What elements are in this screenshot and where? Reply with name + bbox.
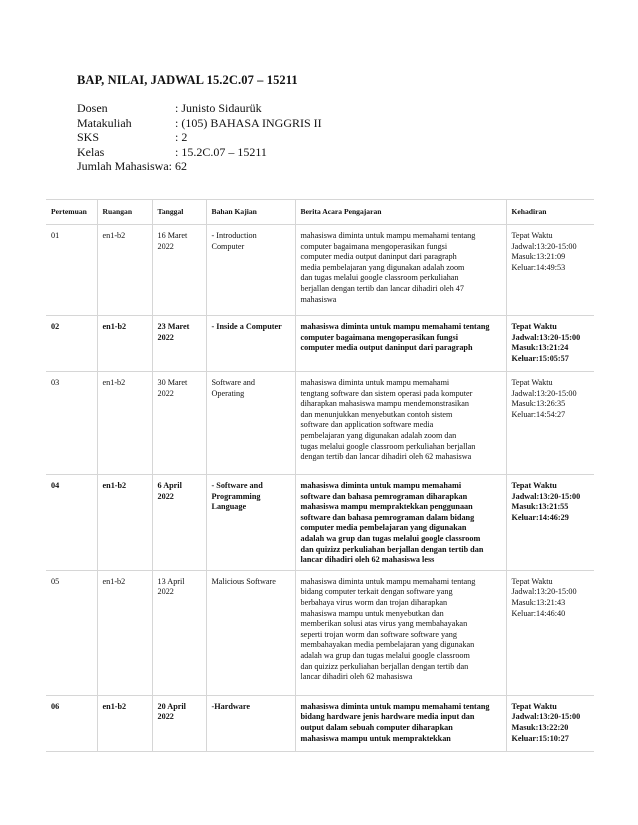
cell-line: berjallan dengan tertib dan lancar dihadiri oleh 47: [300, 283, 464, 293]
cell-line: 20 April: [157, 701, 186, 711]
header-pertemuan: Pertemuan: [46, 200, 97, 225]
cell-line: Jadwal:13:20-15:00: [511, 388, 577, 398]
header-ruangan: Ruangan: [97, 200, 152, 225]
berita-acara-cell: [295, 225, 506, 316]
cell-line: Keluar:15:10:27: [511, 733, 569, 743]
cell-line: Jadwal:13:20-15:00: [511, 491, 581, 501]
info-value: : 62: [168, 159, 187, 173]
info-label: SKS: [77, 130, 100, 144]
cell-line: dan quizizz perkuliahan berjallan dengan tertib dan: [300, 661, 469, 671]
cell-line: - Inside a Computer: [211, 322, 282, 331]
cell-line: Tepat Waktu: [511, 576, 553, 586]
berita-acara-cell: [295, 372, 506, 475]
cell-line: adalah wa grup dan tugas melalui google classroom: [300, 533, 481, 543]
cell-line: Masuk:13:22:20: [511, 722, 569, 732]
cell-line: lancar dihadiri oleh 62 mahasiswa less: [300, 555, 435, 565]
cell-line: Software and: [211, 378, 255, 387]
cell-line: mahasiswa mampu untuk mempraktekkan: [300, 733, 451, 743]
cell-line: diharapkan mahasiswa mampu mendemonstrasikan: [300, 399, 469, 409]
ruangan-cell: en1-b2: [97, 475, 152, 571]
cell-line: Language: [211, 502, 247, 512]
cell-line: Tepat Waktu: [511, 481, 557, 490]
cell-line: pembelajaran yang digunakan adalah zoom dan: [300, 430, 457, 440]
cell-line: dengan tertib dan lancar dihadiri oleh 62 mahasiswa: [300, 452, 472, 462]
info-value: : Junisto Sidaurük: [175, 101, 262, 115]
cell-line: tengtang software dan sistem operasi pada komputer: [300, 388, 473, 398]
cell-line: - Introduction: [211, 231, 257, 240]
info-label: Kelas: [77, 144, 105, 159]
cell-line: mahasiswa diminta untuk mampu memahami: [300, 481, 462, 490]
cell-line: 23 Maret: [157, 322, 190, 331]
cell-line: Keluar:14:46:29: [511, 512, 569, 522]
cell-line: dan menunjukkan menyebutkan contoh sistem: [300, 409, 453, 419]
cell-line: Masuk:13:21:24: [511, 343, 569, 353]
table-row: [46, 316, 594, 372]
cell-line: bidang hardware jenis hardware media input dan: [300, 712, 475, 722]
cell-line: adalah wa grup dan tugas melalui google classroom: [300, 650, 470, 660]
cell-line: 2022: [157, 332, 174, 342]
cell-line: media pembelajaran yang digunakan adalah zoom: [300, 262, 465, 272]
cell-line: 13 April: [157, 576, 185, 586]
cell-line: Jadwal:13:20-15:00: [511, 587, 577, 597]
kehadiran-cell: [506, 570, 594, 695]
cell-line: 16 Maret: [157, 231, 188, 240]
cell-line: software dan application software media: [300, 420, 434, 430]
info-label: Jumlah Mahasiswa: [77, 159, 169, 173]
ruangan-cell: en1-b2: [97, 570, 152, 695]
cell-line: membahayakan media pembelajaran yang digunakan: [300, 640, 475, 650]
info-label: Dosen: [77, 101, 108, 115]
cell-line: mahasiswa diminta untuk mampu memahami tentang: [300, 231, 476, 240]
pertemuan-cell: 03: [46, 372, 97, 475]
info-value: : 15.2C.07 – 15211: [175, 144, 267, 159]
pertemuan-cell: 04: [46, 475, 97, 571]
cell-line: Keluar:14:46:40: [511, 608, 566, 618]
info-kelas: [77, 145, 322, 160]
table-row: [46, 570, 594, 695]
kehadiran-cell: [506, 225, 594, 316]
cell-line: Tepat Waktu: [511, 322, 557, 331]
cell-line: Keluar:14:54:27: [511, 409, 566, 419]
info-value: : (105) BAHASA INGGRIS II: [175, 115, 322, 130]
bahan-kajian-cell: [206, 475, 295, 571]
cell-line: computer media pembelajaran yang digunakan: [300, 523, 467, 533]
pertemuan-cell: 02: [46, 316, 97, 372]
bahan-kajian-cell: [206, 316, 295, 372]
info-matakuliah: [77, 116, 322, 131]
bahan-kajian-cell: [206, 570, 295, 695]
pertemuan-cell: 06: [46, 695, 97, 751]
cell-line: -Hardware: [211, 701, 251, 711]
berita-acara-cell: [295, 695, 506, 751]
cell-line: - Software and: [211, 481, 263, 490]
cell-line: mahasiswa diminta untuk mampu memahami tentang: [300, 322, 490, 331]
tanggal-cell: [152, 695, 206, 751]
cell-line: lancar dihadiri oleh 62 mahasiswa: [300, 672, 413, 682]
bap-table: [46, 199, 594, 752]
cell-line: mahasiswa mampu untuk menyebutkan dan: [300, 608, 444, 618]
ruangan-cell: en1-b2: [97, 372, 152, 475]
cell-line: mahasiswa: [300, 294, 337, 304]
cell-line: dan tugas melalui google classroom perkuliahan: [300, 273, 459, 283]
cell-line: dan quizizz perkuliahan berjallan dengan tertib dan: [300, 544, 484, 554]
cell-line: Jadwal:13:20-15:00: [511, 332, 581, 342]
cell-line: mahasiswa mampu mempraktekkan penggunaan: [300, 502, 473, 512]
tanggal-cell: [152, 475, 206, 571]
header-kehadiran: Kehadiran: [506, 200, 594, 225]
cell-line: mahasiswa diminta untuk mampu memahami: [300, 378, 450, 387]
info-label: Matakuliah: [77, 115, 132, 130]
cell-line: Tepat Waktu: [511, 701, 557, 711]
header-bahan-kajian: Bahan Kajian: [206, 200, 295, 225]
cell-line: Jadwal:13:20-15:00: [511, 712, 581, 722]
cell-line: computer bagaimana mengoperasikan fungsi: [300, 332, 458, 342]
table-header-row: [46, 200, 594, 225]
kehadiran-cell: [506, 475, 594, 571]
cell-line: tugas melalui google classroom perkuliahan berjallan: [300, 441, 476, 451]
cell-line: Operating: [211, 388, 245, 398]
cell-line: Tepat Waktu: [511, 378, 553, 387]
cell-line: Keluar:14:49:53: [511, 262, 566, 272]
table-row: [46, 372, 594, 475]
cell-line: 30 Maret: [157, 378, 188, 387]
header-tanggal: Tanggal: [152, 200, 206, 225]
cell-line: 2022: [157, 491, 174, 501]
cell-line: 2022: [157, 712, 174, 722]
cell-line: computer media output daninput dari paragraph: [300, 343, 473, 353]
cell-line: Keluar:15:05:57: [511, 353, 569, 363]
berita-acara-cell: [295, 570, 506, 695]
tanggal-cell: [152, 316, 206, 372]
cell-line: berbahaya virus worm dan trojan diharapkan: [300, 597, 448, 607]
kehadiran-cell: [506, 695, 594, 751]
cell-line: 2022: [157, 587, 174, 597]
berita-acara-cell: [295, 475, 506, 571]
cell-line: Masuk:13:21:43: [511, 597, 566, 607]
course-info: [77, 101, 322, 174]
berita-acara-cell: [295, 316, 506, 372]
pertemuan-cell: 05: [46, 570, 97, 695]
info-dosen: [77, 101, 322, 116]
cell-line: 6 April: [157, 481, 182, 490]
cell-line: Jadwal:13:20-15:00: [511, 241, 577, 251]
header-berita-acara: Berita Acara Pengajaran: [295, 200, 506, 225]
bahan-kajian-cell: [206, 695, 295, 751]
cell-line: 2022: [157, 388, 174, 398]
tanggal-cell: [152, 372, 206, 475]
cell-line: output dalam sebuah computer diharapkan: [300, 722, 453, 732]
info-value: : 2: [175, 130, 188, 144]
tanggal-cell: [152, 225, 206, 316]
table-row: [46, 695, 594, 751]
cell-line: Masuk:13:21:09: [511, 252, 566, 262]
cell-line: mahasiswa diminta untuk mampu memahami tentang: [300, 576, 476, 586]
cell-line: 2022: [157, 241, 174, 251]
cell-line: software dan bahasa pemrograman dalam bidang: [300, 512, 475, 522]
cell-line: Masuk:13:26:35: [511, 399, 566, 409]
tanggal-cell: [152, 570, 206, 695]
cell-line: memberikan solusi atas virus yang membahayakan: [300, 619, 468, 629]
ruangan-cell: en1-b2: [97, 316, 152, 372]
cell-line: Masuk:13:21:55: [511, 502, 569, 512]
cell-line: Tepat Waktu: [511, 231, 553, 240]
cell-line: Programming: [211, 491, 261, 501]
page-title: BAP, NILAI, JADWAL 15.2C.07 – 15211: [77, 73, 298, 87]
table-row: [46, 225, 594, 316]
info-sks: [77, 130, 322, 145]
cell-line: bidang computer terkait dengan software yang: [300, 587, 453, 597]
cell-line: Malicious Software: [211, 576, 276, 586]
table-row: [46, 475, 594, 571]
cell-line: mahasiswa diminta untuk mampu memahami tentang: [300, 701, 490, 711]
cell-line: seperti trojan worm dan software software yang: [300, 629, 457, 639]
kehadiran-cell: [506, 372, 594, 475]
cell-line: computer bagaimana mengoperasikan fungsi: [300, 241, 448, 251]
bahan-kajian-cell: [206, 225, 295, 316]
info-jumlah-mahasiswa: [77, 159, 322, 174]
pertemuan-cell: 01: [46, 225, 97, 316]
ruangan-cell: en1-b2: [97, 695, 152, 751]
cell-line: computer media output daninput dari paragraph: [300, 252, 457, 262]
bahan-kajian-cell: [206, 372, 295, 475]
cell-line: Computer: [211, 241, 245, 251]
kehadiran-cell: [506, 316, 594, 372]
ruangan-cell: en1-b2: [97, 225, 152, 316]
cell-line: software dan bahasa pemrograman diharapkan: [300, 491, 468, 501]
